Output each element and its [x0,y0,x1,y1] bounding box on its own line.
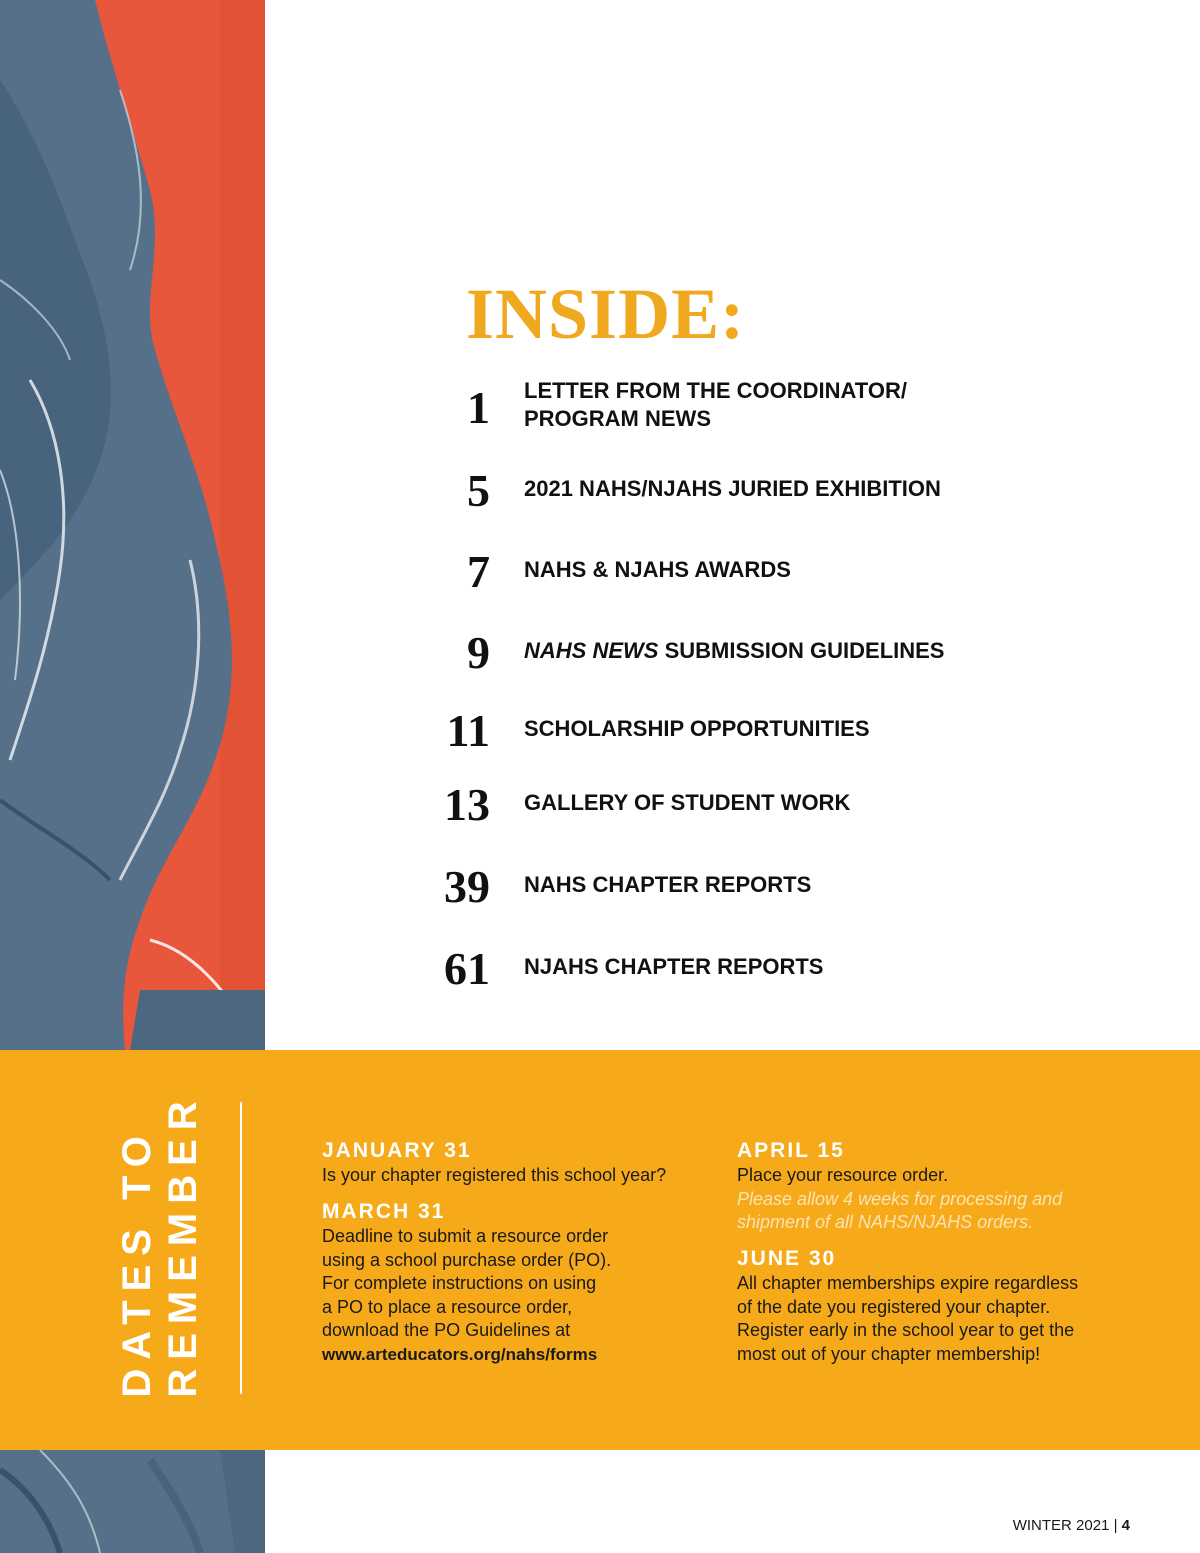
toc-page-number: 61 [444,943,490,994]
toc-entry[interactable] [420,779,1060,842]
dates-heading-text: DATES TO REMEMBER [115,1092,205,1398]
date-heading: MARCH 31 [322,1200,446,1223]
footer-separator: | [1113,1517,1118,1534]
issue-label: WINTER 2021 [1012,1517,1110,1534]
toc-entry[interactable] [420,943,1060,1006]
toc-page-number: 39 [444,861,490,912]
toc-title: NAHS CHAPTER REPORTS [524,872,812,897]
toc-page-number: 1 [467,382,490,433]
toc-entry[interactable] [420,378,1060,443]
toc-entry[interactable] [420,465,1060,528]
toc-title-italic: NAHS NEWS [524,638,659,663]
dates-to-remember-heading [110,1092,210,1398]
toc-entry[interactable] [420,627,1060,690]
dates-divider [240,1102,242,1394]
date-body: Deadline to submit a resource order using a school purchase order (PO). For complete instructions on using a PO to place a resource order, download the PO Guidelines at [322,1226,612,1340]
date-body: All chapter memberships expire regardless of the date you registered your chapter. Register early in the school year to get the most out of your chapter membership! [737,1273,1079,1364]
page-footer [1013,1517,1130,1534]
cover-artwork-bottom [0,1450,265,1553]
toc-page-number: 9 [467,627,490,678]
toc-title: GALLERY OF STUDENT WORK [524,790,851,815]
toc-title-rest: SUBMISSION GUIDELINES [658,638,945,663]
toc-entry[interactable] [420,546,1060,609]
date-april [737,1138,1157,1235]
toc-title: NJAHS CHAPTER REPORTS [524,954,824,979]
toc-page-number: 7 [467,546,490,597]
toc-title: LETTER FROM THE COORDINATOR/ PROGRAM NEWS [524,378,907,431]
toc-page-number: 13 [444,779,490,830]
date-body: Place your resource order. [737,1165,949,1185]
date-heading: APRIL 15 [737,1139,845,1162]
toc-title: NAHS & NJAHS AWARDS [524,557,791,582]
date-note: Please allow 4 weeks for processing and shipment of all NAHS/NJAHS orders. [737,1188,1063,1232]
date-march [322,1199,722,1367]
toc-page-number: 11 [446,705,490,756]
date-heading: JUNE 30 [737,1247,837,1270]
toc-entry[interactable] [420,705,1060,768]
date-january [322,1138,722,1188]
date-heading: JANUARY 31 [322,1139,472,1162]
toc-title [524,637,945,665]
toc-page-number: 5 [467,465,490,516]
page-number: 4 [1121,1517,1130,1534]
toc-title: 2021 NAHS/NJAHS JURIED EXHIBITION [524,476,941,501]
toc-entry[interactable] [420,861,1060,924]
date-june [737,1246,1157,1366]
toc-title: SCHOLARSHIP OPPORTUNITIES [524,716,870,741]
cover-artwork [0,0,265,1050]
inside-heading: INSIDE: [466,274,746,354]
date-body: Is your chapter registered this school year? [322,1165,667,1185]
po-forms-link[interactable]: www.arteducators.org/nahs/forms [322,1344,598,1364]
